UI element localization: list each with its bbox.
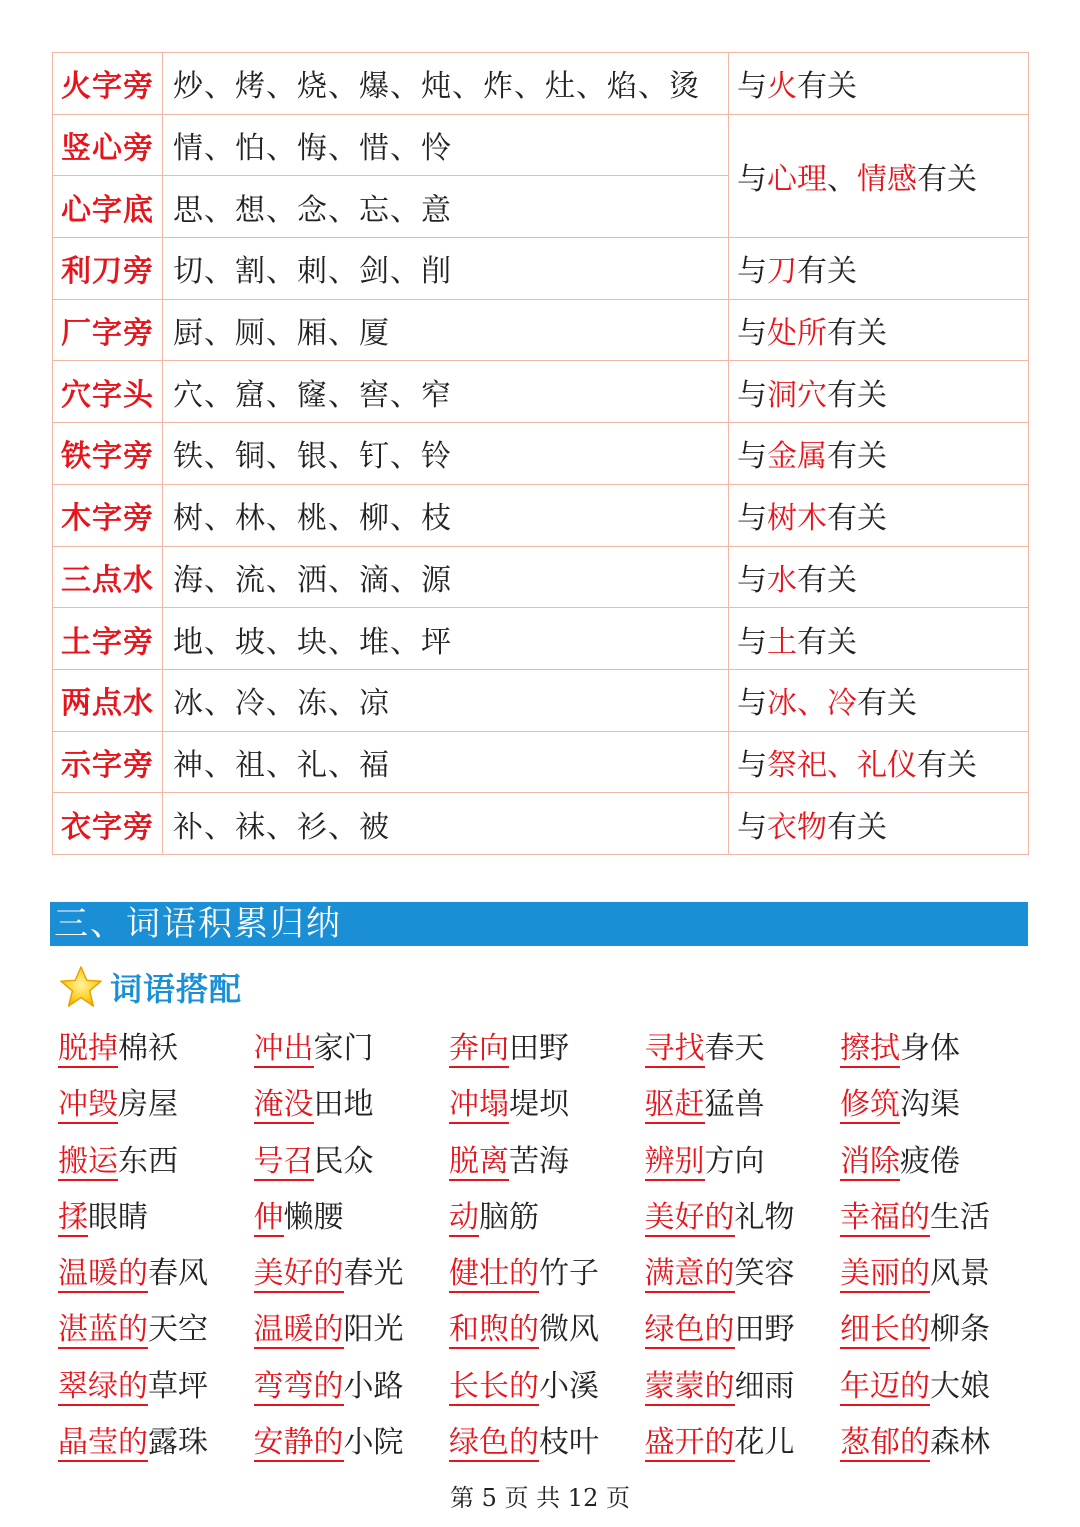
phrase-keyword: 号召 — [253, 1143, 314, 1179]
meaning-keyword: 洞穴 — [767, 377, 827, 413]
meaning-text: 与 — [737, 562, 767, 598]
example-characters: 穴、窟、窿、窖、窄 — [163, 361, 729, 423]
phrase-item — [449, 1362, 645, 1418]
radical-name: 厂字旁 — [53, 299, 163, 361]
phrase-object: 礼物 — [734, 1199, 795, 1235]
phrase-item — [254, 1137, 450, 1193]
phrase-item — [58, 1137, 254, 1193]
section-title: 三、词语积累归纳 — [54, 904, 342, 944]
phrase-item — [645, 1305, 841, 1361]
phrase-keyword: 美丽的 — [840, 1256, 930, 1292]
table-row — [53, 608, 1029, 670]
phrase-item — [449, 1080, 645, 1136]
phrase-item — [449, 1418, 645, 1474]
meaning-keyword: 土 — [767, 624, 797, 660]
example-characters: 补、袜、衫、被 — [163, 793, 729, 855]
phrase-item — [254, 1080, 450, 1136]
meaning-cell — [729, 546, 1029, 608]
example-characters: 情、怕、悔、惜、怜 — [163, 114, 729, 176]
radical-name: 三点水 — [53, 546, 163, 608]
phrase-keyword: 修筑 — [840, 1087, 900, 1123]
table-row — [53, 669, 1029, 731]
phrase-object: 竹子 — [539, 1256, 599, 1292]
meaning-text: 与 — [737, 254, 767, 290]
meaning-text: 有关 — [797, 624, 857, 660]
phrase-keyword: 温暖的 — [58, 1256, 148, 1292]
phrase-object: 田野 — [734, 1312, 795, 1348]
phrase-keyword: 擦拭 — [840, 1031, 900, 1066]
phrase-object: 身体 — [900, 1031, 960, 1066]
example-characters: 地、坡、块、堆、坪 — [163, 608, 729, 670]
meaning-cell — [729, 423, 1029, 485]
meaning-text: 与 — [737, 809, 767, 845]
phrase-object: 猛兽 — [704, 1087, 765, 1123]
phrase-item — [645, 1418, 841, 1474]
phrase-grid — [58, 1024, 1038, 1474]
phrase-object: 柳条 — [930, 1312, 990, 1348]
phrase-object: 春天 — [704, 1031, 765, 1066]
phrase-keyword: 长长的 — [449, 1368, 539, 1404]
phrase-item — [449, 1024, 645, 1080]
phrase-keyword: 寻找 — [644, 1031, 705, 1066]
table-row — [53, 484, 1029, 546]
table-row — [53, 299, 1029, 361]
phrase-keyword: 冲毁 — [58, 1087, 118, 1123]
meaning-cell — [729, 238, 1029, 300]
phrase-keyword: 翠绿的 — [58, 1368, 148, 1404]
meaning-keyword: 刀 — [767, 254, 797, 290]
meaning-keyword: 树木 — [767, 501, 827, 537]
phrase-object: 沟渠 — [900, 1087, 960, 1123]
meaning-keyword: 心理 — [767, 161, 827, 197]
phrase-object: 脑筋 — [479, 1199, 539, 1235]
phrase-item — [645, 1024, 841, 1080]
phrase-keyword: 温暖的 — [253, 1312, 344, 1348]
phrase-keyword: 盛开的 — [644, 1425, 735, 1461]
meaning-text: 有关 — [797, 562, 857, 598]
phrase-item — [449, 1305, 645, 1361]
example-characters: 神、祖、礼、福 — [163, 731, 729, 793]
page-footer: 第 5 页 共 12 页 — [450, 1484, 630, 1512]
phrase-item — [58, 1080, 254, 1136]
phrase-keyword: 弯弯的 — [253, 1368, 344, 1404]
phrase-item — [254, 1249, 450, 1305]
phrase-item — [449, 1249, 645, 1305]
table-row — [53, 793, 1029, 855]
meaning-text: 有关 — [827, 809, 887, 845]
phrase-object: 风景 — [930, 1256, 990, 1292]
phrase-item — [254, 1362, 450, 1418]
phrase-item — [58, 1305, 254, 1361]
subsection-heading — [58, 962, 242, 1012]
radical-name: 穴字头 — [53, 361, 163, 423]
phrase-item — [449, 1193, 645, 1249]
phrase-item — [840, 1305, 1036, 1361]
phrase-keyword: 消除 — [840, 1143, 900, 1179]
meaning-keyword: 处所 — [767, 316, 827, 352]
example-characters: 铁、铜、银、钉、铃 — [163, 423, 729, 485]
phrase-item — [58, 1418, 254, 1474]
phrase-object: 阳光 — [343, 1312, 404, 1348]
phrase-object: 方向 — [704, 1143, 765, 1179]
phrase-item — [840, 1418, 1036, 1474]
table-row — [53, 53, 1029, 115]
radical-name: 竖心旁 — [53, 114, 163, 176]
phrase-item — [645, 1362, 841, 1418]
phrase-object: 懒腰 — [283, 1199, 344, 1235]
phrase-item — [840, 1249, 1036, 1305]
phrase-item — [254, 1024, 450, 1080]
phrase-keyword: 动 — [449, 1199, 479, 1235]
example-characters: 海、流、洒、滴、源 — [163, 546, 729, 608]
phrase-keyword: 搬运 — [58, 1143, 118, 1179]
phrase-item — [58, 1249, 254, 1305]
phrase-object: 小路 — [343, 1368, 404, 1404]
phrase-object: 春风 — [148, 1256, 208, 1292]
table-row — [53, 731, 1029, 793]
meaning-text: 与 — [737, 161, 767, 197]
phrase-keyword: 脱离 — [449, 1143, 509, 1179]
meaning-text: 有关 — [917, 747, 977, 783]
radical-name: 两点水 — [53, 669, 163, 731]
radical-name: 火字旁 — [53, 53, 163, 115]
meaning-text: 与 — [737, 624, 767, 660]
phrase-object: 家门 — [313, 1031, 374, 1066]
meaning-text: 有关 — [827, 377, 887, 413]
table-row — [53, 361, 1029, 423]
meaning-text: 有关 — [827, 501, 887, 537]
example-characters: 切、割、刺、剑、削 — [163, 238, 729, 300]
meaning-text: 与 — [737, 747, 767, 783]
phrase-object: 房屋 — [118, 1087, 178, 1123]
phrase-keyword: 驱赶 — [644, 1087, 705, 1123]
radical-name: 木字旁 — [53, 484, 163, 546]
phrase-item — [254, 1418, 450, 1474]
phrase-item — [840, 1080, 1036, 1136]
phrase-item — [449, 1137, 645, 1193]
subsection-title: 词语搭配 — [110, 970, 243, 1008]
phrase-object: 田地 — [313, 1087, 374, 1123]
meaning-cell — [729, 361, 1029, 423]
meaning-keyword: 衣物 — [767, 809, 827, 845]
meaning-text: 有关 — [797, 69, 857, 105]
meaning-text: 与 — [737, 439, 767, 475]
meaning-text: 与 — [737, 69, 767, 105]
phrase-object: 大娘 — [930, 1368, 990, 1404]
meaning-cell — [729, 484, 1029, 546]
example-characters: 炒、烤、烧、爆、炖、炸、灶、焰、烫 — [163, 53, 729, 115]
phrase-object: 疲倦 — [900, 1143, 960, 1179]
phrase-keyword: 美好的 — [253, 1256, 344, 1292]
phrase-item — [840, 1362, 1036, 1418]
phrase-keyword: 蒙蒙的 — [644, 1368, 735, 1404]
phrase-keyword: 揉 — [58, 1199, 88, 1235]
phrase-keyword: 健壮的 — [449, 1256, 539, 1292]
phrase-object: 露珠 — [148, 1425, 208, 1461]
meaning-text: 有关 — [797, 254, 857, 290]
radical-name: 利刀旁 — [53, 238, 163, 300]
phrase-keyword: 葱郁的 — [840, 1425, 930, 1461]
phrase-item — [58, 1193, 254, 1249]
phrase-item — [645, 1193, 841, 1249]
phrase-keyword: 奔向 — [449, 1031, 509, 1066]
phrase-object: 春光 — [343, 1256, 404, 1292]
phrase-object: 苦海 — [509, 1143, 569, 1179]
radical-name: 土字旁 — [53, 608, 163, 670]
example-characters: 思、想、念、忘、意 — [163, 176, 729, 238]
phrase-item — [58, 1024, 254, 1080]
phrase-item — [58, 1362, 254, 1418]
phrase-object: 天空 — [148, 1312, 208, 1348]
phrase-keyword: 脱掉 — [58, 1031, 118, 1066]
meaning-keyword: 祭祀、礼仪 — [767, 747, 917, 783]
meaning-cell — [729, 793, 1029, 855]
phrase-object: 枝叶 — [539, 1425, 599, 1461]
meaning-keyword: 冰、冷 — [767, 686, 857, 722]
radical-name: 示字旁 — [53, 731, 163, 793]
section-heading — [50, 902, 1028, 946]
meaning-keyword: 情感 — [857, 161, 917, 197]
phrase-item — [645, 1137, 841, 1193]
phrase-object: 棉袄 — [118, 1031, 178, 1066]
radical-name: 衣字旁 — [53, 793, 163, 855]
table-row — [53, 423, 1029, 485]
phrase-keyword: 和煦的 — [449, 1312, 539, 1348]
meaning-text: 与 — [737, 686, 767, 722]
phrase-item — [840, 1193, 1036, 1249]
phrase-keyword: 年迈的 — [840, 1368, 930, 1404]
phrase-keyword: 细长的 — [840, 1312, 930, 1348]
phrase-item — [840, 1024, 1036, 1080]
meaning-text: 有关 — [827, 316, 887, 352]
table-row — [53, 114, 1029, 176]
meaning-text: 、 — [827, 161, 857, 197]
phrase-object: 田野 — [509, 1031, 569, 1066]
phrase-object: 草坪 — [148, 1368, 208, 1404]
phrase-object: 民众 — [313, 1143, 374, 1179]
phrase-keyword: 绿色的 — [449, 1425, 539, 1461]
phrase-object: 东西 — [118, 1143, 178, 1179]
meaning-cell — [729, 53, 1029, 115]
table-row — [53, 546, 1029, 608]
phrase-keyword: 安静的 — [253, 1425, 344, 1461]
phrase-item — [645, 1080, 841, 1136]
phrase-keyword: 淹没 — [253, 1087, 314, 1123]
phrase-keyword: 伸 — [253, 1199, 284, 1235]
meaning-cell — [729, 299, 1029, 361]
phrase-item — [254, 1305, 450, 1361]
phrase-keyword: 幸福的 — [840, 1199, 930, 1235]
example-characters: 厨、厕、厢、厦 — [163, 299, 729, 361]
phrase-object: 眼睛 — [88, 1199, 148, 1235]
phrase-keyword: 绿色的 — [644, 1312, 735, 1348]
meaning-text: 有关 — [857, 686, 917, 722]
example-characters: 冰、冷、冻、凉 — [163, 669, 729, 731]
meaning-text: 与 — [737, 501, 767, 537]
meaning-cell — [729, 114, 1029, 237]
phrase-keyword: 冲塌 — [449, 1087, 509, 1123]
meaning-keyword: 金属 — [767, 439, 827, 475]
phrase-keyword: 辨别 — [644, 1143, 705, 1179]
phrase-object: 微风 — [539, 1312, 599, 1348]
meaning-text: 与 — [737, 377, 767, 413]
phrase-item — [645, 1249, 841, 1305]
star-icon — [58, 964, 104, 1010]
meaning-text: 有关 — [827, 439, 887, 475]
phrase-object: 花儿 — [734, 1425, 795, 1461]
radical-name: 铁字旁 — [53, 423, 163, 485]
phrase-item — [254, 1193, 450, 1249]
phrase-object: 堤坝 — [509, 1087, 569, 1123]
meaning-text: 与 — [737, 316, 767, 352]
meaning-cell — [729, 669, 1029, 731]
phrase-keyword: 美好的 — [644, 1199, 735, 1235]
phrase-object: 森林 — [930, 1425, 990, 1461]
radical-table — [52, 52, 1029, 855]
meaning-cell — [729, 608, 1029, 670]
phrase-keyword: 晶莹的 — [58, 1425, 148, 1461]
phrase-item — [840, 1137, 1036, 1193]
radical-name: 心字底 — [53, 176, 163, 238]
phrase-keyword: 冲出 — [253, 1031, 314, 1066]
phrase-object: 细雨 — [734, 1368, 795, 1404]
example-characters: 树、林、桃、柳、枝 — [163, 484, 729, 546]
meaning-keyword: 水 — [767, 562, 797, 598]
table-row — [53, 238, 1029, 300]
meaning-text: 有关 — [917, 161, 977, 197]
meaning-cell — [729, 731, 1029, 793]
phrase-object: 生活 — [930, 1199, 990, 1235]
meaning-keyword: 火 — [767, 69, 797, 105]
phrase-object: 小溪 — [539, 1368, 599, 1404]
phrase-object: 笑容 — [734, 1256, 795, 1292]
phrase-keyword: 湛蓝的 — [58, 1312, 148, 1348]
phrase-keyword: 满意的 — [644, 1256, 735, 1292]
phrase-object: 小院 — [343, 1425, 404, 1461]
